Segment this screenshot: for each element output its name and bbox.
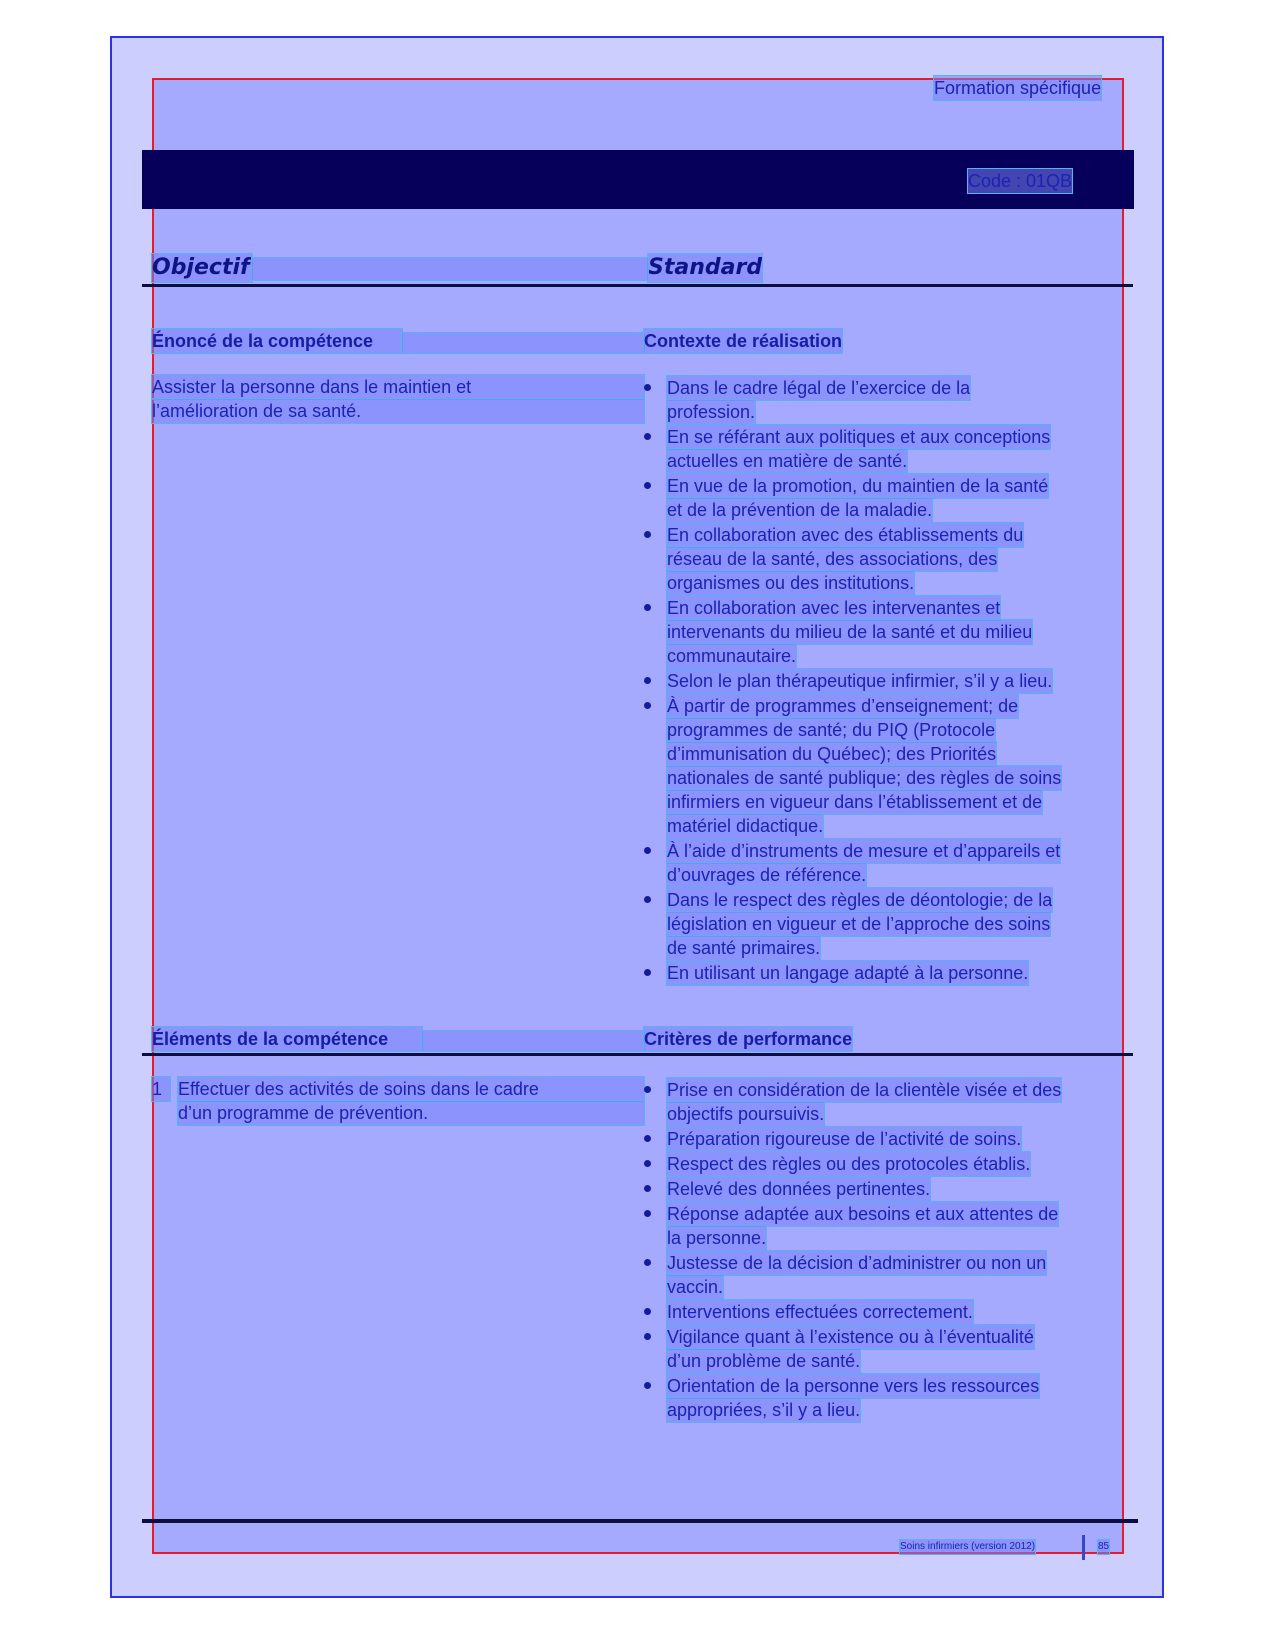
context-item	[644, 888, 1124, 960]
context-item	[644, 523, 1124, 595]
criteria-item-line: Respect des règles ou des protocoles établis.	[667, 1154, 1031, 1174]
bullet-icon	[644, 969, 651, 976]
bullet-icon	[644, 1135, 651, 1142]
context-item-line: Selon le plan thérapeutique infirmier, s’il y a lieu.	[667, 671, 1053, 691]
context-item-line: d’immunisation du Québec); des Priorités	[667, 744, 997, 764]
context-item-line: matériel didactique.	[667, 816, 824, 836]
bullet-icon	[644, 433, 651, 440]
context-item-line: intervenants du milieu de la santé et du milieu	[667, 622, 1033, 642]
context-item	[644, 839, 1124, 887]
element-number: 1	[152, 1077, 170, 1101]
context-item-line: législation en vigueur et de l’approche des soins	[667, 914, 1051, 934]
criteria-list	[644, 1078, 1124, 1423]
bullet-icon	[644, 1185, 651, 1192]
criteria-item-line: Préparation rigoureuse de l’activité de soins.	[667, 1129, 1022, 1149]
footer-separator	[1082, 1535, 1085, 1560]
elements-heading-gap	[422, 1031, 644, 1051]
competence-text-line1: Assister la personne dans le maintien et	[152, 375, 644, 399]
criteria-item	[644, 1300, 1124, 1324]
bullet-icon	[644, 1333, 651, 1340]
criteria-heading: Critères de performance	[644, 1029, 853, 1049]
context-item-line: En collaboration avec les intervenantes et	[667, 598, 1001, 618]
context-item-line: À partir de programmes d’enseignement; de	[667, 696, 1019, 716]
context-item	[644, 669, 1124, 693]
heading-highlight-gap	[252, 258, 648, 280]
elements-rule	[142, 1053, 1133, 1056]
heading-rule	[142, 284, 1133, 287]
competence-text-line2: l’amélioration de sa santé.	[152, 399, 644, 423]
objectif-heading: Objectif	[152, 254, 252, 282]
criteria-item-line: Interventions effectuées correctement.	[667, 1302, 973, 1322]
bullet-icon	[644, 896, 651, 903]
context-item-line: infirmiers en vigueur dans l’établissement et de	[667, 792, 1043, 812]
context-item-line: programmes de santé; du PIQ (Protocole	[667, 720, 996, 740]
criteria-item	[644, 1078, 1124, 1126]
context-item	[644, 694, 1124, 838]
context-item-line: En collaboration avec des établissements du	[667, 525, 1024, 545]
context-item	[644, 474, 1124, 522]
competence-heading-gap	[402, 333, 644, 353]
code-label: Code : 01QB	[968, 171, 1073, 191]
top-label: Formation spécifique	[934, 78, 1102, 98]
context-item-line: profession.	[667, 402, 756, 422]
context-item	[644, 425, 1124, 473]
criteria-item-line: Justesse de la décision d’administrer ou non un	[667, 1253, 1047, 1273]
context-item-line: organismes ou des institutions.	[667, 573, 915, 593]
criteria-item-line: la personne.	[667, 1228, 767, 1248]
criteria-item	[644, 1177, 1124, 1201]
context-heading: Contexte de réalisation	[644, 331, 843, 351]
context-item-line: actuelles en matière de santé.	[667, 451, 908, 471]
criteria-item	[644, 1374, 1124, 1422]
bullet-icon	[644, 1259, 651, 1266]
standard-heading: Standard	[648, 255, 763, 280]
bullet-icon	[644, 1210, 651, 1217]
context-item-line: communautaire.	[667, 646, 797, 666]
criteria-item-line: appropriées, s’il y a lieu.	[667, 1400, 861, 1420]
footer-page-number: 85	[1098, 1541, 1110, 1552]
context-item	[644, 961, 1124, 985]
context-item-line: de santé primaires.	[667, 938, 821, 958]
context-list	[644, 376, 1124, 986]
elements-heading: Éléments de la compétence	[152, 1027, 422, 1051]
context-item-line: nationales de santé publique; des règles de soins	[667, 768, 1062, 788]
criteria-item-line: Prise en considération de la clientèle visée et des	[667, 1080, 1062, 1100]
bullet-icon	[644, 1308, 651, 1315]
context-item	[644, 376, 1124, 424]
bullet-icon	[644, 531, 651, 538]
context-item-line: À l’aide d’instruments de mesure et d’appareils et	[667, 841, 1061, 861]
context-item-line: Dans le cadre légal de l’exercice de la	[667, 378, 971, 398]
context-item-line: réseau de la santé, des associations, des	[667, 549, 998, 569]
bullet-icon	[644, 1382, 651, 1389]
bullet-icon	[644, 384, 651, 391]
bullet-icon	[644, 702, 651, 709]
context-item	[644, 596, 1124, 668]
criteria-item	[644, 1325, 1124, 1373]
criteria-item-line: objectifs poursuivis.	[667, 1104, 825, 1124]
criteria-item	[644, 1202, 1124, 1250]
criteria-item-line: Vigilance quant à l’existence ou à l’éventualité	[667, 1327, 1034, 1347]
criteria-item-line: d’un problème de santé.	[667, 1351, 861, 1371]
criteria-item-line: vaccin.	[667, 1277, 724, 1297]
context-item-line: et de la prévention de la maladie.	[667, 500, 933, 520]
criteria-item	[644, 1152, 1124, 1176]
criteria-item-line: Réponse adaptée aux besoins et aux attentes de	[667, 1204, 1059, 1224]
criteria-item	[644, 1127, 1124, 1151]
context-item-line: Dans le respect des règles de déontologie; de la	[667, 890, 1053, 910]
criteria-item	[644, 1251, 1124, 1299]
criteria-item-line: Relevé des données pertinentes.	[667, 1179, 931, 1199]
bullet-icon	[644, 604, 651, 611]
context-item-line: En vue de la promotion, du maintien de la santé	[667, 476, 1049, 496]
bullet-icon	[644, 1160, 651, 1167]
bullet-icon	[644, 847, 651, 854]
criteria-item-line: Orientation de la personne vers les ressources	[667, 1376, 1040, 1396]
element-text-line2: d’un programme de prévention.	[178, 1101, 644, 1125]
context-item-line: d’ouvrages de référence.	[667, 865, 867, 885]
footer-program: Soins infirmiers (version 2012)	[900, 1541, 1036, 1552]
context-item-line: En utilisant un langage adapté à la personne.	[667, 963, 1029, 983]
footer-rule	[142, 1519, 1138, 1523]
element-text-line1: Effectuer des activités de soins dans le cadre	[178, 1077, 644, 1101]
competence-heading: Énoncé de la compétence	[152, 329, 402, 353]
bullet-icon	[644, 677, 651, 684]
bullet-icon	[644, 482, 651, 489]
context-item-line: En se référant aux politiques et aux conceptions	[667, 427, 1051, 447]
bullet-icon	[644, 1086, 651, 1093]
